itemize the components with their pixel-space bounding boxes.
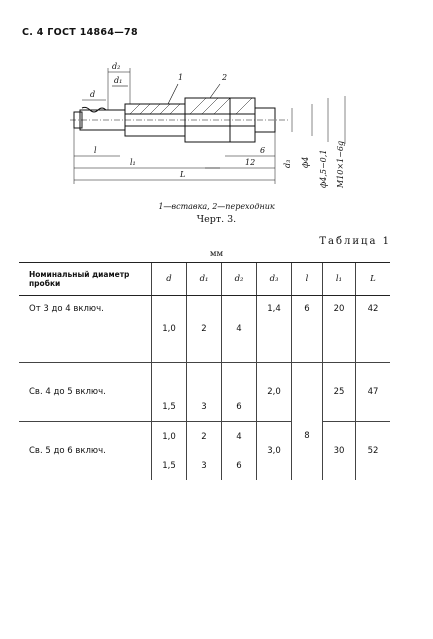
- table-row: [19, 422, 390, 452]
- row-name: Св. 4 до 5 включ.: [19, 363, 152, 422]
- cell-d1: 3: [187, 451, 222, 480]
- drawing-legend: 1—вставка, 2—переходник: [158, 202, 275, 211]
- col-header-l1: l₁: [323, 263, 356, 296]
- dim-thread: M10×1−6g: [336, 140, 345, 188]
- dim-six: 6: [260, 146, 266, 155]
- callout-2: 2: [222, 73, 228, 82]
- cell-d2: [222, 363, 257, 393]
- cell-L: 42: [356, 296, 391, 334]
- col-header-l: l: [292, 263, 323, 296]
- cell-l: 8: [292, 392, 323, 480]
- units-label: мм: [209, 249, 224, 259]
- table-row: [19, 363, 390, 393]
- row-name: От 3 до 4 включ.: [29, 304, 104, 314]
- cell-d2: 6: [222, 392, 257, 422]
- dim-l1: l₁: [130, 158, 136, 167]
- cell-L: 52: [356, 422, 391, 481]
- cell-d: 1,5: [152, 451, 187, 480]
- col-header-L: L: [356, 263, 391, 296]
- dim-d45: ф4,5−0,1: [319, 149, 328, 188]
- cell-d1: 3: [187, 392, 222, 422]
- cell-l: 6: [292, 296, 323, 334]
- col-header-nominal: Номинальный диаметр пробки: [19, 263, 152, 296]
- cell-d: 1,0: [152, 296, 187, 363]
- page-header: С. 4 ГОСТ 14864—78: [22, 27, 138, 38]
- col-header-d: d: [152, 263, 187, 296]
- cell-d: 1,5: [152, 392, 187, 422]
- dim-d: d: [90, 90, 96, 99]
- cell-d: [152, 363, 187, 393]
- cell-d1: [187, 363, 222, 393]
- cell-d2: 6: [222, 451, 257, 480]
- dim-d1: d₁: [114, 76, 123, 85]
- cell-l1: 30: [323, 422, 356, 481]
- dim-l: l: [94, 146, 97, 155]
- dim-twelve: 12: [245, 158, 256, 167]
- cell-l1: 20: [323, 296, 356, 334]
- dim-d3: d₃: [283, 159, 292, 168]
- col-header-d3: d₃: [257, 263, 292, 296]
- cell-d2: 4: [222, 422, 257, 452]
- table-header-row: [19, 263, 390, 296]
- cell-d: 1,0: [152, 422, 187, 452]
- dim-d2: d₂: [112, 62, 121, 71]
- cell-d2: 4: [222, 296, 257, 363]
- cell-l1: 25: [323, 363, 356, 422]
- table-title: Таблица 1: [319, 236, 391, 247]
- dimensions-table: [19, 262, 390, 480]
- cell-d1: 2: [187, 422, 222, 452]
- cell-L: 47: [356, 363, 391, 422]
- cell-d3: 2,0: [257, 363, 292, 422]
- table-row: [19, 296, 390, 334]
- col-header-d2: d₂: [222, 263, 257, 296]
- col-header-d1: d₁: [187, 263, 222, 296]
- cell-d1: 2: [187, 296, 222, 363]
- callout-1: 1: [178, 73, 184, 82]
- cell-d3: 1,4: [257, 296, 292, 334]
- technical-drawing: [60, 58, 370, 198]
- figure-caption: Черт. 3.: [196, 214, 237, 225]
- dim-d4: ф4: [301, 156, 310, 168]
- row-name: Св. 5 до 6 включ.: [19, 422, 152, 481]
- cell-d3: 3,0: [257, 422, 292, 481]
- dim-L: L: [180, 170, 186, 179]
